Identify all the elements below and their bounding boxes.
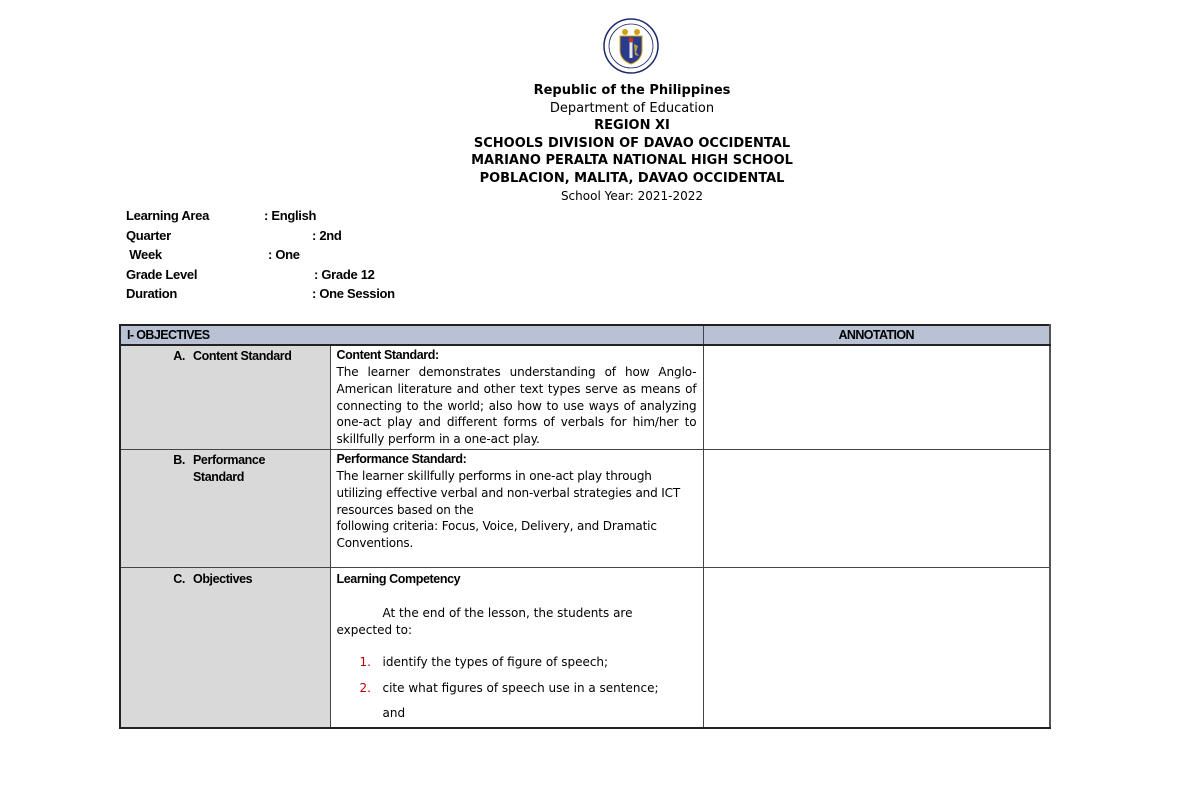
objective-item [337,654,697,671]
cell-title: Learning Competency [336,572,461,586]
annotation-cell[interactable] [703,450,1050,568]
school-year: School Year: 2021-2022 [560,188,704,203]
cell-body: The learner skillfully performs in one-act play through utilizing effective verbal and non-verbal strategies and ICT resources based on the [336,469,681,517]
department-name: Department of Education [549,100,715,116]
info-label: Quarter [126,227,171,243]
country-name: Republic of the Philippines [533,83,731,98]
row-label [120,568,330,729]
cell-title: Performance Standard: [336,452,467,466]
performance-standard-cell [330,450,703,568]
row-letter: A. [173,349,185,363]
school-name: MARIANO PERALTA NATIONAL HIGH SCHOOL [471,153,793,169]
info-value: : English [264,208,317,223]
objective-list [337,654,697,722]
objective-trailing-text: and [382,706,406,720]
cell-title: Content Standard: [336,348,439,362]
row-letter: C. [173,572,185,586]
objective-text: cite what figures of speech use in a sentence; [382,680,659,695]
annotation-heading: ANNOTATION [703,325,1050,345]
objective-text: identify the types of figure of speech; [382,655,609,669]
deped-seal-logo [603,18,659,74]
info-label: Learning Area [126,208,210,223]
learning-competency-cell [330,568,703,729]
info-label: Duration [126,286,178,301]
region-name: REGION XI [594,118,670,134]
deped-seal-icon [603,18,659,74]
row-letter: B. [173,453,185,467]
row-label [120,450,330,568]
annotation-cell[interactable] [703,345,1050,450]
school-address: POBLACION, MALITA, DAVAO OCCIDENTAL [479,170,785,186]
table-row-performance-standard [120,450,1050,568]
row-label-text: Performance Standard [193,453,266,484]
competency-intro: At the end of the lesson, the students are expected to: [336,606,633,637]
objective-number: 1. [359,655,371,669]
division-name: SCHOOLS DIVISION OF DAVAO OCCIDENTAL [473,135,791,151]
table-row-content-standard [120,345,1050,450]
info-label: Grade Level [126,266,198,282]
objective-item [337,680,697,697]
objectives-heading: I- OBJECTIVES [120,325,703,345]
letterhead [0,82,1200,205]
content-standard-cell [330,345,703,450]
table-header-row [120,325,1050,345]
objectives-table [119,324,1051,729]
cell-body-criteria: following criteria: Focus, Voice, Delivery, and Dramatic Conventions. [336,519,657,551]
annotation-cell[interactable] [703,568,1050,729]
objective-trailing [337,705,697,722]
info-value: : One [268,247,300,262]
info-value: : One Session [312,286,395,301]
cell-body: The learner demonstrates understanding of how Anglo-American literature and other text types serve as means of connecting to the world; also how to use ways of analyzing one-act play and different forms of verbals for him/her to skillfully perform in a one-act play. [336,365,697,447]
objective-number: 2. [359,680,371,695]
table-row-objectives [120,568,1050,729]
info-value: : Grade 12 [314,266,375,282]
row-label [120,345,330,450]
info-label: Week [126,247,162,262]
info-value: : 2nd [312,227,342,243]
row-label-text: Content Standard [193,349,292,363]
row-label-text: Objectives [193,572,253,586]
